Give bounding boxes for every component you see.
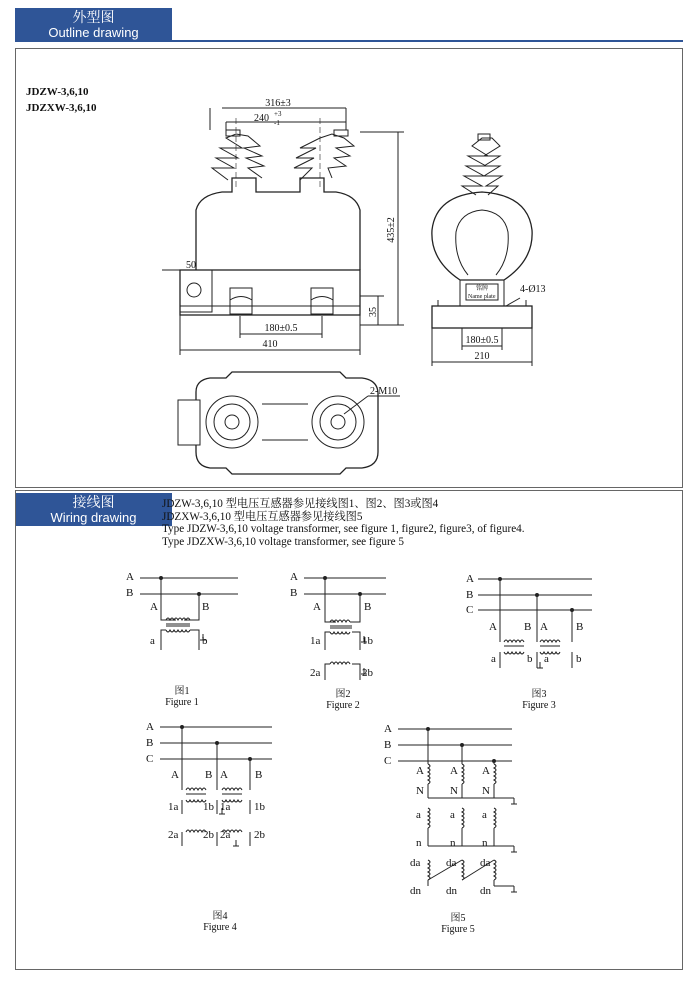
f4-label-2b: 2b <box>203 829 214 841</box>
f5-label-B: B <box>384 739 392 751</box>
f3-label-B2: B <box>524 621 532 633</box>
dim-210: 210 <box>474 351 490 362</box>
dim-316: 316±3 <box>265 98 291 109</box>
f4-label-2a: 2a <box>168 829 179 841</box>
model-jdzxw: JDZXW-3,6,10 <box>26 102 97 114</box>
dim-50: 50 <box>186 260 196 271</box>
f2-label-2b: 2b <box>362 667 373 679</box>
figure-1-caption <box>142 686 222 708</box>
f5-label-dn2: dn <box>446 885 457 897</box>
f5-label-a3: a <box>482 809 487 821</box>
f3-label-b: b <box>527 653 533 665</box>
f5-label-A2: A <box>416 765 424 777</box>
f5-label-da3: da <box>480 857 491 869</box>
f5-label-A4: A <box>482 765 490 777</box>
f5-label-dn1: dn <box>410 885 421 897</box>
f4-label-1a-b: 1a <box>220 801 231 813</box>
dim-180-side: 180±0.5 <box>465 335 499 346</box>
figure-4 <box>160 726 272 847</box>
f2-label-2a: 2a <box>310 667 321 679</box>
f1-label-b: b <box>202 635 208 647</box>
f5-label-A3: A <box>450 765 458 777</box>
f2-label-A: A <box>290 571 298 583</box>
dim-180-front: 180±0.5 <box>264 323 298 334</box>
f5-label-n2: n <box>450 837 456 849</box>
wiring-note-2: JDZXW-3,6,10 型电压互感器参见接线图5 <box>162 510 363 523</box>
f1-label-a: a <box>150 635 155 647</box>
f3-label-B3: B <box>576 621 584 633</box>
f5-label-dn3: dn <box>480 885 491 897</box>
f5-label-N2: N <box>450 785 458 797</box>
f5-label-da2: da <box>446 857 457 869</box>
figure-3-zh: 图3 <box>531 689 547 700</box>
f2-label-B: B <box>290 587 298 599</box>
f5-label-N3: N <box>482 785 490 797</box>
f3-label-C: C <box>466 604 474 616</box>
model-jdzw: JDZW-3,6,10 <box>26 86 89 98</box>
dim-holes: 4-Ø13 <box>520 284 546 295</box>
figure-5-caption <box>418 913 498 935</box>
f5-label-da1: da <box>410 857 421 869</box>
nameplate-en: Name plate <box>468 294 496 300</box>
figure-5-zh: 图5 <box>450 913 466 924</box>
figure-4-caption <box>180 911 260 933</box>
figure-5-en: Figure 5 <box>441 924 475 935</box>
figure-1-en: Figure 1 <box>165 697 199 708</box>
f4-label-1b: 1b <box>203 801 214 813</box>
f2-label-1b: 1b <box>362 635 373 647</box>
figure-2-zh: 图2 <box>335 689 351 700</box>
f3-label-B: B <box>466 589 474 601</box>
top-view <box>178 372 400 474</box>
f5-label-A: A <box>384 723 392 735</box>
wiring-note-4: Type JDZXW-3,6,10 voltage transformer, see figure 5 <box>162 535 405 548</box>
f5-label-n1: n <box>416 837 422 849</box>
f4-label-B3: B <box>255 769 263 781</box>
f5-label-N1: N <box>416 785 424 797</box>
figure-2-caption <box>303 689 383 711</box>
f5-label-a1: a <box>416 809 421 821</box>
dim-35: 35 <box>368 307 379 317</box>
figure-3-en: Figure 3 <box>522 700 556 711</box>
f3-label-a2: a <box>544 653 549 665</box>
figure-4-en: Figure 4 <box>203 922 237 933</box>
f4-label-1a: 1a <box>168 801 179 813</box>
f1-label-B2: B <box>202 601 210 613</box>
f4-label-B2: B <box>205 769 213 781</box>
f1-label-A: A <box>126 571 134 583</box>
f5-label-n3: n <box>482 837 488 849</box>
outline-header-en: Outline drawing <box>48 25 139 40</box>
f2-label-1a: 1a <box>310 635 321 647</box>
f4-label-2b-b: 2b <box>254 829 265 841</box>
dim-240: 240 <box>254 113 269 124</box>
f5-label-a2: a <box>450 809 455 821</box>
f4-label-1b-b: 1b <box>254 801 265 813</box>
f3-label-a: a <box>491 653 496 665</box>
dim-410: 410 <box>262 339 278 350</box>
outline-header-zh: 外型图 <box>72 9 115 25</box>
wiring-note-3: Type JDZW-3,6,10 voltage transformer, see figure 1, figure2, figure3, of figure4. <box>162 523 525 535</box>
f4-label-A3: A <box>220 769 228 781</box>
f4-label-A2: A <box>171 769 179 781</box>
dim-240-tol-dn: -1 <box>274 119 280 127</box>
figure-2-en: Figure 2 <box>326 700 360 711</box>
f4-label-A: A <box>146 721 154 733</box>
f2-label-A2: A <box>313 601 321 613</box>
wiring-header-zh: 接线图 <box>72 494 115 510</box>
side-view <box>432 134 532 366</box>
figure-4-zh: 图4 <box>212 911 228 922</box>
wiring-note-1: JDZW-3,6,10 型电压互感器参见接线图1、图2、图3或图4 <box>162 498 439 510</box>
f5-label-C: C <box>384 755 392 767</box>
figure-3-caption <box>499 689 579 711</box>
dim-m10: 2-M10 <box>370 386 398 397</box>
f2-label-B2: B <box>364 601 372 613</box>
f3-label-A3: A <box>540 621 548 633</box>
dim-240-tol-up: +3 <box>274 110 282 118</box>
f3-label-b2: b <box>576 653 582 665</box>
f4-label-2a-b: 2a <box>220 829 231 841</box>
f3-label-A2: A <box>489 621 497 633</box>
f1-label-B: B <box>126 587 134 599</box>
dim-435: 435±2 <box>386 217 397 243</box>
figure-2 <box>304 577 386 681</box>
wiring-header-en: Wiring drawing <box>50 510 137 525</box>
figure-1-zh: 图1 <box>174 686 190 697</box>
nameplate-zh: 铭牌 <box>476 286 489 292</box>
f4-label-C: C <box>146 753 154 765</box>
f4-label-B: B <box>146 737 154 749</box>
f1-label-A2: A <box>150 601 158 613</box>
f3-label-A: A <box>466 573 474 585</box>
